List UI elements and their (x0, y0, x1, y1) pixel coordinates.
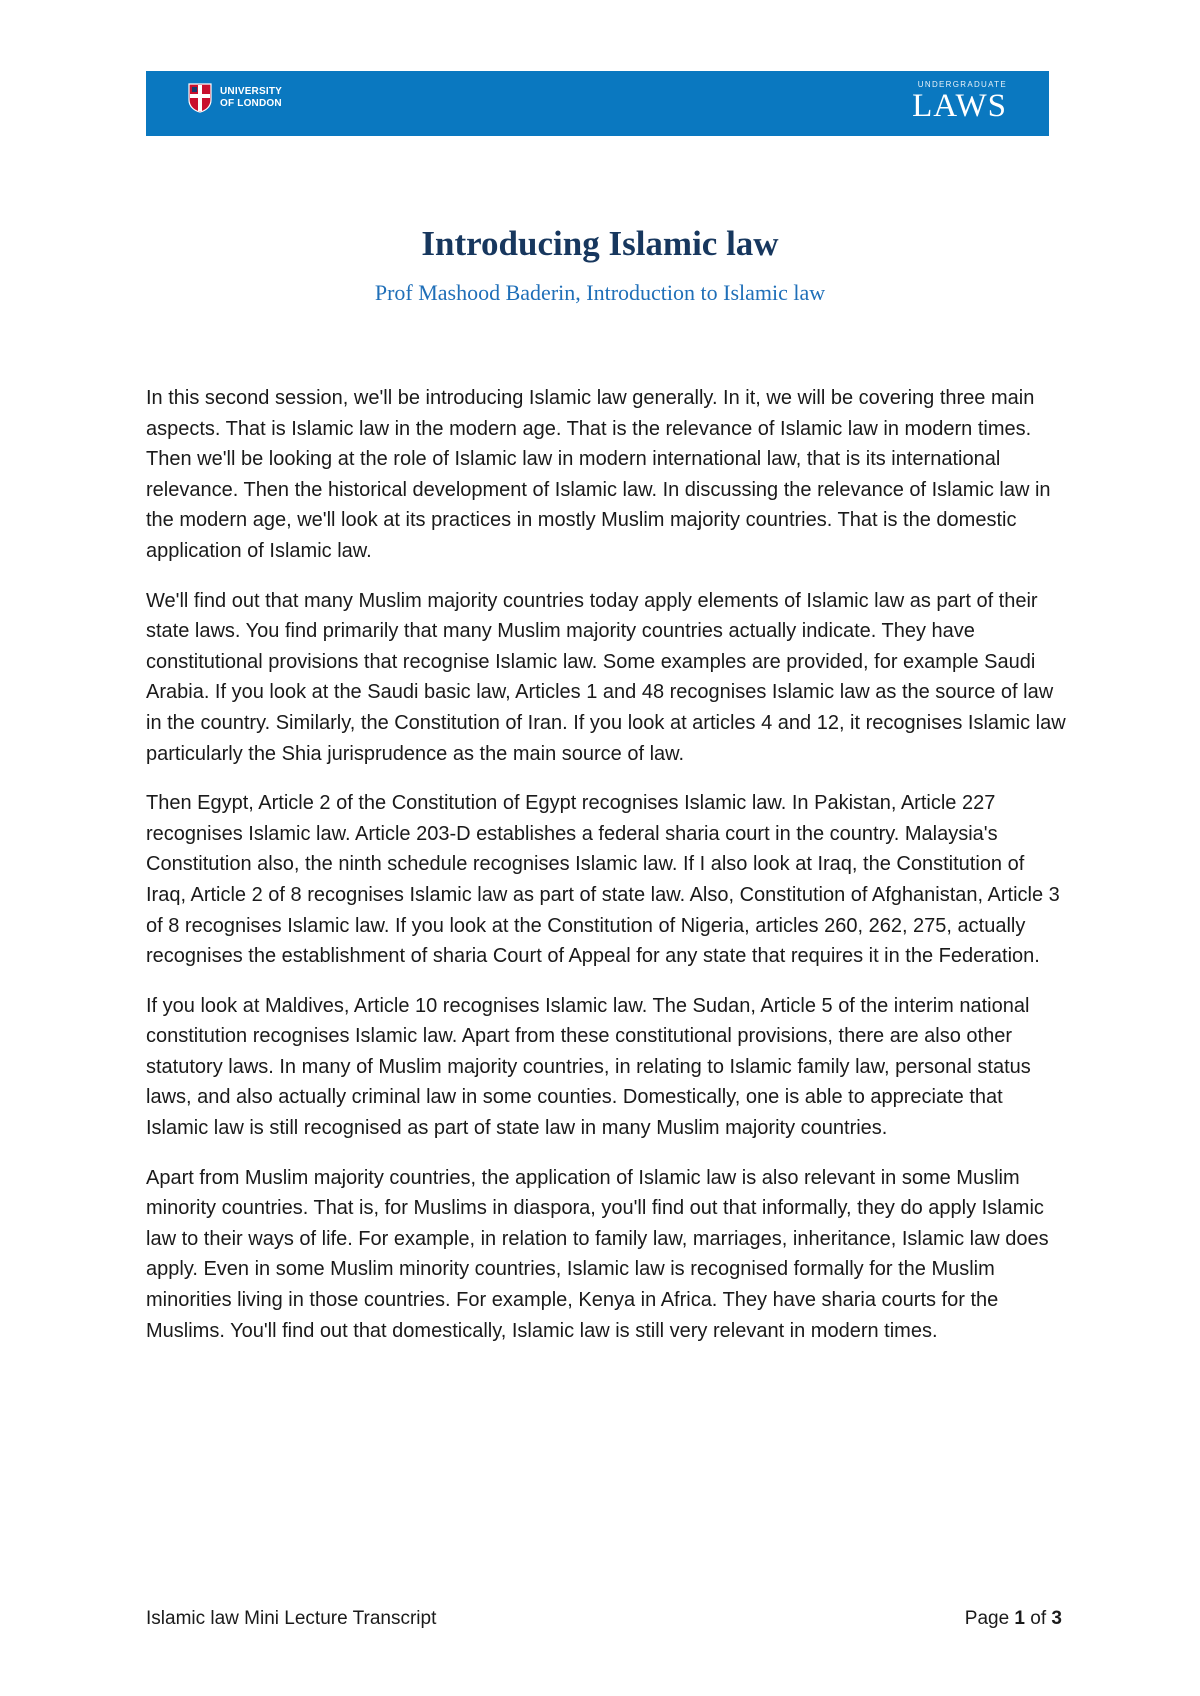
page-word: Page (964, 1608, 1010, 1629)
page-number (965, 1607, 1062, 1631)
page-footer (146, 1607, 1062, 1631)
university-crest-icon (188, 83, 212, 113)
transcript-body (146, 383, 1066, 1365)
document-title: Introducing Islamic law (421, 224, 779, 263)
paragraph: We'll find out that many Muslim majority countries today apply elements of Islamic law as part of their state laws. You find primarily that many Muslim majority countries actually indicate. They have constitutional provisions that recognise Islamic law. Some examples are provided, for example Saudi Arabia. If you look at the Saudi basic law, Articles 1 and 48 recognises Islamic law as the source of law in the country. Similarly, the Constitution of Iran. If you look at articles 4 and 12, it recognises Islamic law particularly the Shia jurisprudence as the main source of law. (146, 589, 1066, 765)
current-page-number: 1 (1014, 1608, 1025, 1629)
undergraduate-laws-logo (912, 80, 1007, 122)
footer-document-label: Islamic law Mini Lecture Transcript (146, 1608, 437, 1629)
paragraph: If you look at Maldives, Article 10 recognises Islamic law. The Sudan, Article 5 of the interim national constitution recognises Islamic law. Apart from these constitutional provisions, there are also other statutory laws. In many of Muslim majority countries, in relating to Islamic family law, personal status laws, and also actually criminal law in some counties. Domestically, one is able to appreciate that Islamic law is still recognised as part of state law in many Muslim majority countries. (146, 994, 1031, 1140)
university-name-line1: UNIVERSITY (220, 86, 283, 97)
paragraph: Apart from Muslim majority countries, the application of Islamic law is also relevant in some Muslim minority countries. That is, for Muslims in diaspora, you'll find out that informally, they do apply Islamic law to their ways of life. For example, in relation to family law, marriages, inheritance, Islamic law does apply. Even in some Muslim minority countries, Islamic law is recognised formally for the Muslim minorities living in those countries. For example, Kenya in Africa. They have sharia courts for the Muslims. You'll find out that domestically, Islamic law is still very relevant in modern times. (146, 1166, 1049, 1342)
programme-name-label: LAWS (912, 88, 1007, 124)
of-word: of (1030, 1608, 1047, 1629)
university-name-line2: OF LONDON (220, 98, 282, 109)
university-name (220, 86, 282, 110)
university-of-london-logo (188, 83, 282, 113)
programme-level-label: UNDERGRADUATE (917, 80, 1007, 89)
total-page-count: 3 (1051, 1608, 1062, 1629)
header-banner (146, 71, 1049, 136)
paragraph: Then Egypt, Article 2 of the Constitution of Egypt recognises Islamic law. In Pakistan, Article 227 recognises Islamic law. Article 203-D establishes a federal sharia court in the country. Malaysia's Constitution also, the ninth schedule recognises Islamic law. If I also look at Iraq, the Constitution of Iraq, Article 2 of 8 recognises Islamic law as part of state law. Also, Constitution of Afghanistan, Article 3 of 8 recognises Islamic law. If you look at the Constitution of Nigeria, articles 260, 262, 275, actually recognises the establishment of sharia Court of Appeal for any state that requires it in the Federation. (146, 792, 1060, 968)
paragraph: In this second session, we'll be introducing Islamic law generally. In it, we will be covering three main aspects. That is Islamic law in the modern age. That is the relevance of Islamic law in modern times. Then we'll be looking at the role of Islamic law in modern international law, that is its international relevance. Then the historical development of Islamic law. In discussing the relevance of Islamic law in the modern age, we'll look at its practices in mostly Muslim majority countries. That is the domestic application of Islamic law. (146, 387, 1051, 562)
document-subtitle: Prof Mashood Baderin, Introduction to Islamic law (374, 280, 826, 305)
